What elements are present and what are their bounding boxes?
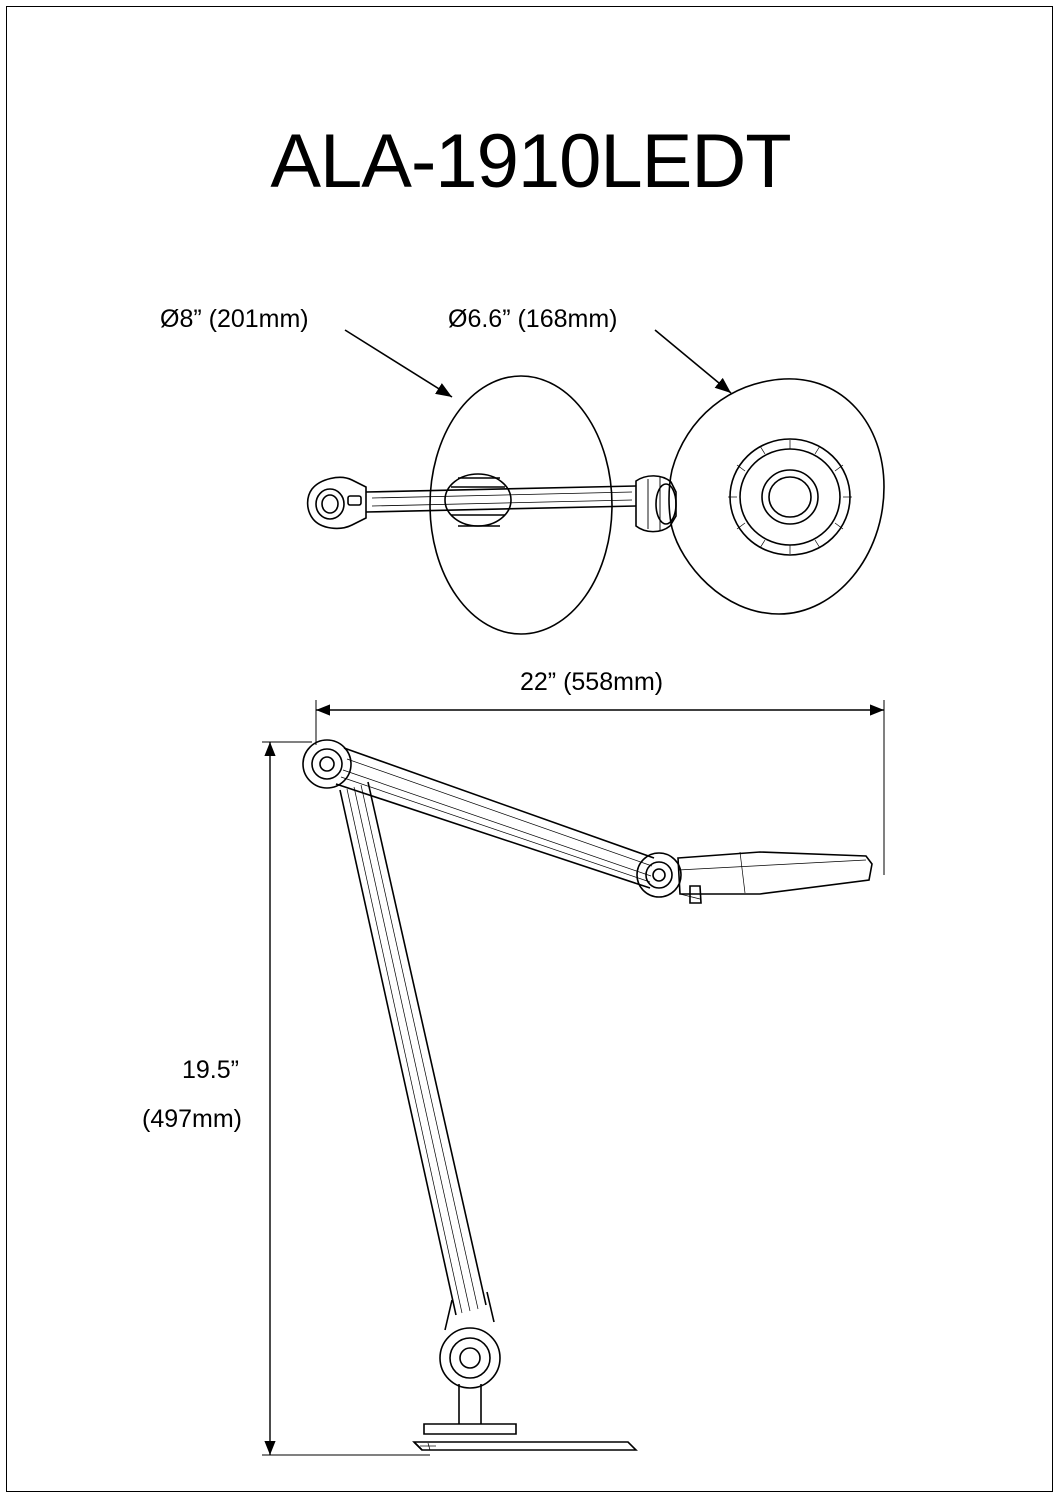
top-view-group <box>308 330 884 634</box>
dimension-label-head-diameter: Ø6.6” (168mm) <box>448 305 618 333</box>
page-title: ALA-1910LEDT <box>270 119 791 204</box>
dimension-label-height-mm: (497mm) <box>142 1105 243 1133</box>
dimension-label-reach: 22” (558mm) <box>520 668 664 696</box>
side-view-group <box>262 700 884 1455</box>
dimension-label-height-inches: 19.5” <box>182 1056 239 1084</box>
dimension-label-shade-diameter: Ø8” (201mm) <box>160 305 309 333</box>
